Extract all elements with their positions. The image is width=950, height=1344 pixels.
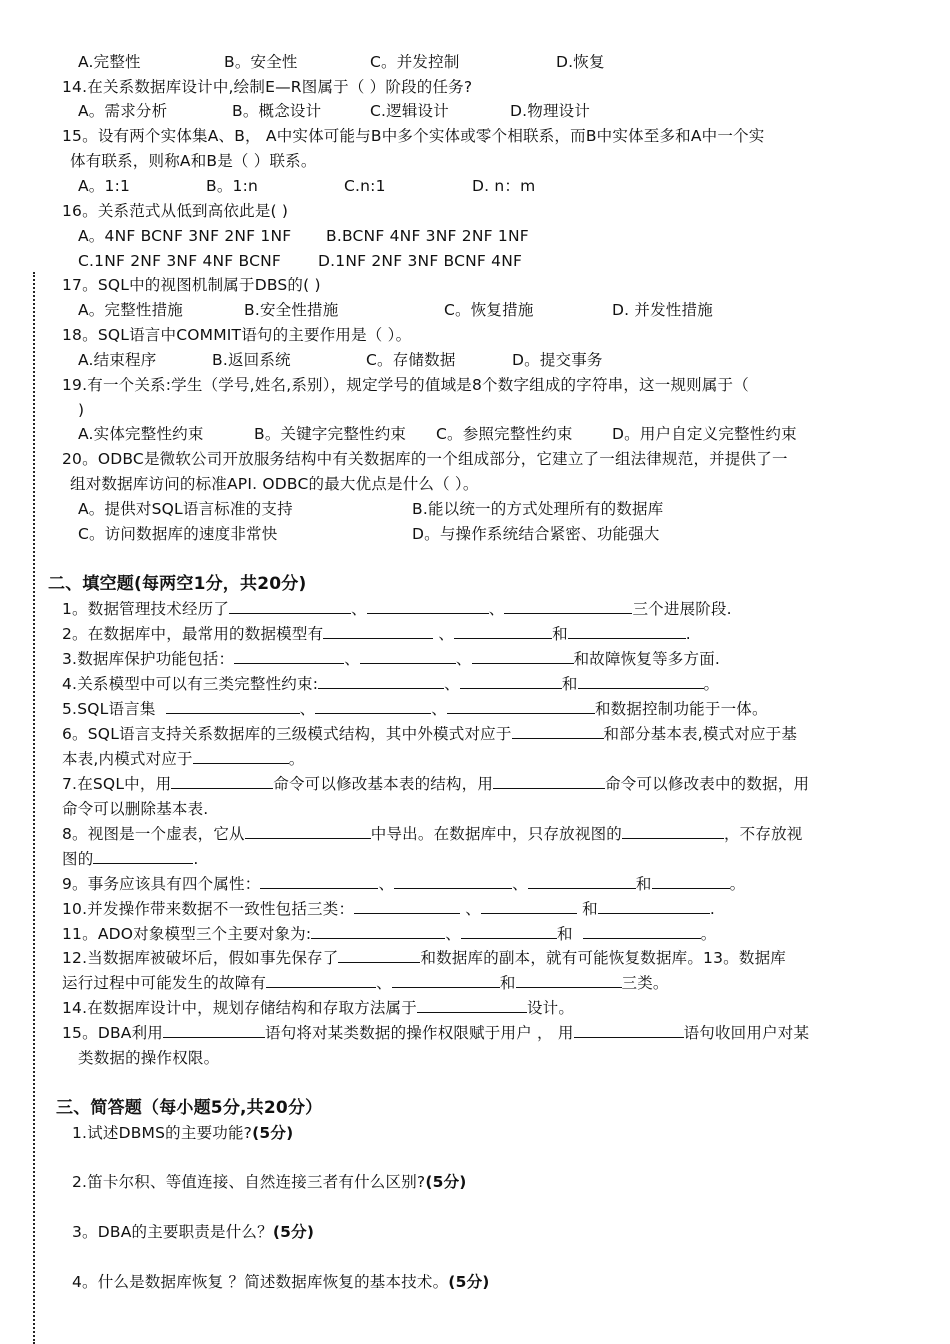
q17-option-b: B.安全性措施 <box>244 301 339 319</box>
q18-option-c: C。存储数据 <box>366 351 456 369</box>
q18-option-b: B.返回系统 <box>212 351 291 369</box>
q15-stem-line2: 体有联系，则称A和B是（ ）联系。 <box>70 152 317 170</box>
short-q3-points: (5分) <box>272 1223 315 1241</box>
q13-option-b: B。安全性 <box>224 53 298 71</box>
fill-q6-text2: 本表,内模式对应于 <box>62 750 193 768</box>
fill-q3-tail: 和故障恢复等多方面. <box>573 650 721 668</box>
fill-q15-blank1[interactable] <box>163 1021 265 1038</box>
fill-q9-sep2: 、 <box>512 875 528 893</box>
q16-option-c: C.1NF 2NF 3NF 4NF BCNF <box>78 252 282 270</box>
q16-option-b: B.BCNF 4NF 3NF 2NF 1NF <box>326 227 529 245</box>
fill-q2-text: 2。在数据库中，最常用的数据模型有 <box>62 625 324 643</box>
q20-stem-line2: 组对数据库访问的标准API. ODBC的最大优点是什么（ ）。 <box>70 475 479 493</box>
fill-q15-text: 15。DBA利用 <box>62 1024 163 1042</box>
fill-q4-blank1[interactable] <box>318 672 444 689</box>
fill-q10-text: 10.并发操作带来数据不一致性包括三类： <box>62 900 355 918</box>
fill-q6-line2 <box>62 747 304 771</box>
fill-q3-sep2: 、 <box>455 650 472 668</box>
short-q4-text: 4。什么是数据库恢复 ？简述数据库恢复的基本技术。 <box>72 1273 449 1291</box>
fill-q8-mid: 中导出。在数据库中，只存放视图的 <box>370 825 622 843</box>
q19-option-b: B。关键字完整性约束 <box>254 425 407 443</box>
fill-q7-blank2[interactable] <box>493 772 605 789</box>
fill-q4-sep2: 和 <box>561 675 578 693</box>
binding-margin-dotted-line <box>33 272 35 1344</box>
fill-q9-blank4[interactable] <box>652 872 730 889</box>
q16-option-a: A。4NF BCNF 3NF 2NF 1NF <box>78 227 292 245</box>
fill-q3-blank1[interactable] <box>234 647 344 664</box>
q19-option-c: C。参照完整性约束 <box>436 425 573 443</box>
q20-option-b: B.能以统一的方式处理所有的数据库 <box>412 500 664 518</box>
short-q1-text: 1.试述DBMS的主要功能? <box>72 1124 253 1142</box>
fill-q12-blank1[interactable] <box>338 946 420 963</box>
fill-q13-sep1: 、 <box>376 974 392 992</box>
fill-q3-blank3[interactable] <box>472 647 574 664</box>
fill-q14 <box>62 996 574 1020</box>
q18-option-d: D。提交事务 <box>512 351 603 369</box>
fill-q3-sep1: 、 <box>344 650 360 668</box>
fill-q6-tail: 。 <box>288 750 305 768</box>
q19-stem-line1: 19.有一个关系:学生（学号,姓名,系别），规定学号的值域是8个数字组成的字符串，这一规则属于（ <box>62 376 749 394</box>
fill-q8-mid2: ，不存放视 <box>723 825 803 843</box>
short-q1-points: (5分) <box>252 1124 294 1142</box>
fill-q10 <box>62 897 715 921</box>
fill-q9-tail: 。 <box>729 875 746 893</box>
fill-q14-blank1[interactable] <box>417 996 527 1013</box>
q14-option-a: A。需求分析 <box>78 102 168 120</box>
fill-q6-text: 6。SQL语言支持关系数据库的三级模式结构，其中外模式对应于 <box>62 725 512 743</box>
fill-q7-line1 <box>62 772 809 796</box>
fill-q13-sep2: 和 <box>499 974 516 992</box>
fill-q5-blank3[interactable] <box>447 697 595 714</box>
short-q2-text: 2.笛卡尔积、等值连接、自然连接三者有什么区别? <box>72 1173 426 1191</box>
fill-q2-blank2[interactable] <box>454 622 552 639</box>
q13-option-a: A.完整性 <box>78 53 141 71</box>
q16-option-d: D.1NF 2NF 3NF BCNF 4NF <box>318 252 523 270</box>
fill-q2-blank3[interactable] <box>568 622 686 639</box>
fill-q11-sep1: 、 <box>445 925 461 943</box>
fill-q12-line2 <box>62 971 669 995</box>
fill-q12-mid: 和数据库的副本，就有可能恢复数据库。13。数据库 <box>420 949 786 967</box>
fill-q4-text: 4.关系模型中可以有三类完整性约束: <box>62 675 319 693</box>
q20-stem-line1: 20。ODBC是微软公司开放服务结构中有关数据库的一个组成部分，它建立了一组法律规范，并提供了一 <box>62 450 788 468</box>
short-q2 <box>72 1170 467 1194</box>
fill-q1-text: 1。数据管理技术经历了 <box>62 600 230 618</box>
fill-q8-text: 8。视图是一个虚表，它从 <box>62 825 245 843</box>
fill-q4-blank2[interactable] <box>460 672 562 689</box>
fill-q9-sep1: 、 <box>378 875 395 893</box>
q15-option-a: A。1:1 <box>78 177 131 195</box>
fill-q8-tail: . <box>193 850 199 868</box>
fill-q9-blank2[interactable] <box>394 872 512 889</box>
fill-q3 <box>62 647 720 671</box>
q14-option-c: C.逻辑设计 <box>370 102 449 120</box>
fill-q12-text2: 运行过程中可能发生的故障有 <box>62 974 267 992</box>
q15-stem-line1: 15。设有两个实体集A、B， A中实体可能与B中多个实体或零个相联系，而B中实体至多和A中一个实 <box>62 127 765 145</box>
fill-q8-line2 <box>62 847 199 871</box>
fill-q5-tail: 和数据控制功能于一体。 <box>594 700 768 718</box>
fill-q7-mid: 命令可以修改基本表的结构，用 <box>273 775 494 793</box>
fill-q7-text: 7.在SQL中，用 <box>62 775 172 793</box>
fill-q6-blank2[interactable] <box>193 747 289 764</box>
fill-q15-blank2[interactable] <box>574 1021 684 1038</box>
fill-q8-blank3[interactable] <box>93 847 193 864</box>
fill-q8-text2: 图的 <box>62 850 94 868</box>
fill-q10-sep1: 、 <box>460 900 481 918</box>
fill-q7-blank1[interactable] <box>171 772 273 789</box>
fill-q11-sep2: 和 <box>557 925 573 943</box>
q14-option-d: D.物理设计 <box>510 102 591 120</box>
q20-option-a: A。提供对SQL语言标准的支持 <box>78 500 293 518</box>
fill-q4-blank3[interactable] <box>578 672 704 689</box>
fill-q10-sep2: 和 <box>576 900 598 918</box>
fill-q2-sep1: 、 <box>433 625 455 643</box>
fill-q14-tail: 设计。 <box>526 999 575 1017</box>
fill-section-heading: 二、填空题(每两空1分，共20分) <box>48 574 307 594</box>
q14-option-b: B。概念设计 <box>232 102 322 120</box>
fill-q10-blank3[interactable] <box>598 897 710 914</box>
short-q2-points: (5分) <box>425 1173 467 1191</box>
short-section-heading: 三、简答题（每小题5分,共20分） <box>56 1098 323 1118</box>
fill-q10-blank1[interactable] <box>354 897 460 914</box>
fill-q15-mid2: 语句收回用户对某 <box>683 1024 810 1042</box>
fill-q11-tail: 。 <box>700 925 717 943</box>
q19-option-a: A.实体完整性约束 <box>78 425 204 443</box>
fill-q5-sep1: 、 <box>299 700 316 718</box>
fill-q11-blank2[interactable] <box>461 922 557 939</box>
q18-option-a: A.结束程序 <box>78 351 157 369</box>
fill-q3-text: 3.数据库保护功能包括： <box>62 650 235 668</box>
q15-option-d: D. n：m <box>472 177 536 195</box>
fill-q4-sep1: 、 <box>444 675 460 693</box>
q15-option-c: C.n:1 <box>344 177 386 195</box>
fill-q5 <box>62 697 768 721</box>
fill-q14-text: 14.在数据库设计中，规划存储结构和存取方法属于 <box>62 999 417 1017</box>
q20-option-c: C。访问数据库的速度非常快 <box>78 525 278 543</box>
fill-q12-line1 <box>62 946 786 970</box>
fill-q11-blank1[interactable] <box>311 922 445 939</box>
fill-q13-blank2[interactable] <box>392 971 500 988</box>
fill-q10-tail: . <box>709 900 715 918</box>
fill-q1-tail: 三个进展阶段. <box>632 600 732 618</box>
q17-stem: 17。SQL中的视图机制属于DBS的( ) <box>62 276 321 294</box>
fill-q8-blank2[interactable] <box>622 822 724 839</box>
fill-q9 <box>62 872 745 896</box>
q20-option-d: D。与操作系统结合紧密、功能强大 <box>412 525 660 543</box>
fill-q1-blank1[interactable] <box>229 597 351 614</box>
fill-q13-blank1[interactable] <box>266 971 376 988</box>
q13-option-d: D.恢复 <box>556 53 605 71</box>
q17-option-a: A。完整性措施 <box>78 301 184 319</box>
q16-stem: 16。关系范式从低到高依此是( ) <box>62 202 289 220</box>
fill-q2-tail: . <box>685 625 691 643</box>
fill-q6-mid: 和部分基本表,模式对应于基 <box>603 725 798 743</box>
fill-q1-blank2[interactable] <box>367 597 489 614</box>
fill-q8-line1 <box>62 822 802 846</box>
short-q4 <box>72 1270 490 1294</box>
fill-q9-blank1[interactable] <box>260 872 378 889</box>
fill-q5-blank2[interactable] <box>315 697 431 714</box>
short-q3-text: 3。DBA的主要职责是什么？ <box>72 1223 273 1241</box>
fill-q7-line2: 命令可以删除基本表. <box>62 800 209 818</box>
fill-q8-blank1[interactable] <box>245 822 371 839</box>
fill-q15-mid: 语句将对某类数据的操作权限赋于用户 ， 用 <box>265 1024 574 1042</box>
short-q3 <box>72 1220 314 1244</box>
fill-q5-text: 5.SQL语言集 <box>62 700 156 718</box>
q17-option-d: D. 并发性措施 <box>612 301 713 319</box>
fill-q1-sep1: 、 <box>351 600 367 618</box>
fill-q11-text: 11。ADO对象模型三个主要对象为: <box>62 925 312 943</box>
fill-q5-sep2: 、 <box>431 700 447 718</box>
fill-q2-blank1[interactable] <box>323 622 433 639</box>
q18-stem: 18。SQL语言中COMMIT语句的主要作用是（ ）。 <box>62 326 412 344</box>
fill-q3-blank2[interactable] <box>360 647 456 664</box>
fill-q1 <box>62 597 732 621</box>
q15-option-b: B。1:n <box>206 177 259 195</box>
fill-q11 <box>62 922 716 946</box>
fill-q6-blank1[interactable] <box>512 722 604 739</box>
q17-option-c: C。恢复措施 <box>444 301 534 319</box>
fill-q15-line2: 类数据的操作权限。 <box>78 1049 220 1067</box>
fill-q1-blank3[interactable] <box>504 597 632 614</box>
fill-q2-sep2: 和 <box>552 625 568 643</box>
fill-q10-blank2[interactable] <box>481 897 577 914</box>
short-q1 <box>72 1121 293 1145</box>
fill-q2 <box>62 622 691 646</box>
fill-q9-text: 9。事务应该具有四个属性： <box>62 875 261 893</box>
q19-option-d: D。用户自定义完整性约束 <box>612 425 797 443</box>
fill-q9-sep3: 和 <box>635 875 652 893</box>
fill-q11-blank3[interactable] <box>583 922 701 939</box>
q13-option-c: C。并发控制 <box>370 53 460 71</box>
fill-q4-tail: 。 <box>703 675 720 693</box>
fill-q12-text: 12.当数据库被破坏后，假如事先保存了 <box>62 949 339 967</box>
fill-q7-mid2: 命令可以修改表中的数据，用 <box>605 775 810 793</box>
q19-stem-line2: ) <box>78 401 85 419</box>
fill-q6-line1 <box>62 722 797 746</box>
fill-q1-sep2: 、 <box>488 600 505 618</box>
fill-q13-tail: 三类。 <box>621 974 669 992</box>
q14-stem: 14.在关系数据库设计中,绘制E—R图属于（ ）阶段的任务? <box>62 78 473 96</box>
fill-q13-blank3[interactable] <box>516 971 622 988</box>
fill-q15-line1 <box>62 1021 809 1045</box>
fill-q5-blank1[interactable] <box>166 697 300 714</box>
fill-q9-blank3[interactable] <box>528 872 636 889</box>
fill-q4 <box>62 672 719 696</box>
short-q4-points: (5分) <box>448 1273 490 1291</box>
